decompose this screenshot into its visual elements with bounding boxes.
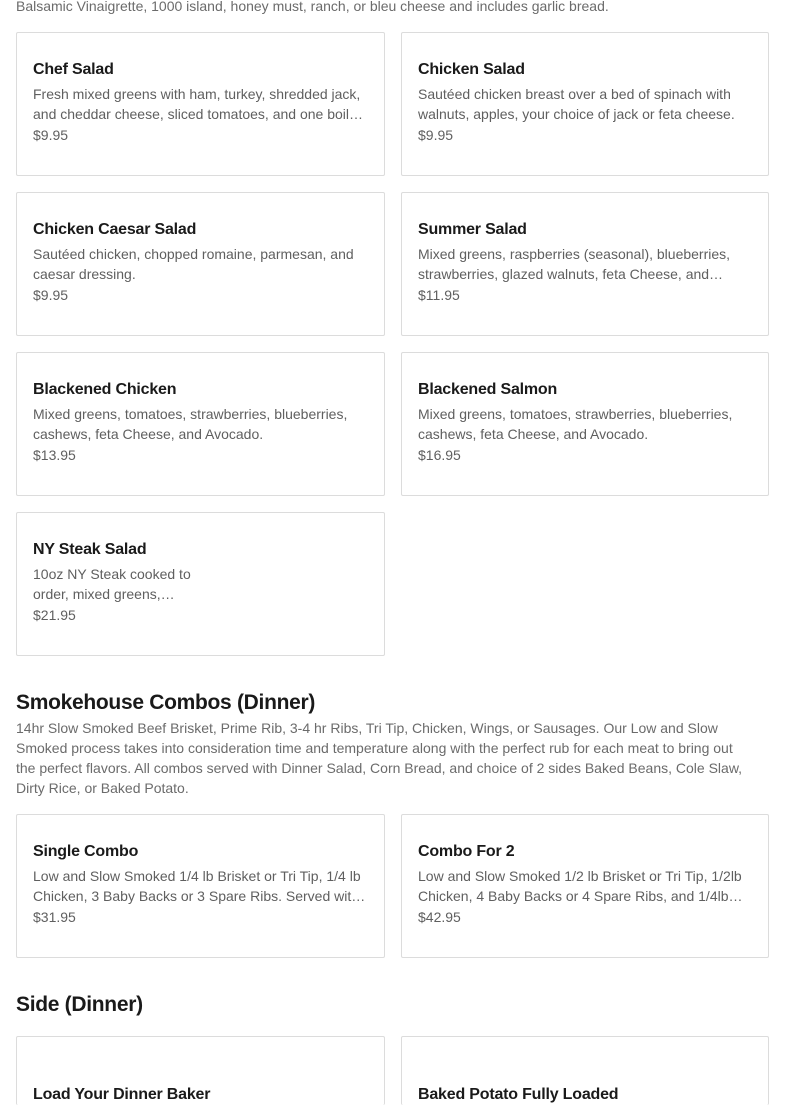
item-name: Chicken Salad	[418, 61, 525, 78]
item-description: Low and Slow Smoked 1/2 lb Brisket or Tri Tip, 1/2lb Chicken, 4 Baby Backs or 4 Spare Ribs, and 1/4lb	[418, 868, 742, 904]
item-name: Baked Potato Fully Loaded	[418, 1086, 619, 1103]
menu-item-card[interactable]	[16, 32, 385, 176]
item-description: Sautéed chicken, chopped romaine, parmesan, and caesar dressing.	[33, 246, 354, 282]
item-description: Mixed greens, tomatoes, strawberries, blueberries, cashews, feta Cheese, and Avocado.	[33, 406, 348, 442]
item-description: Low and Slow Smoked 1/4 lb Brisket or Tri Tip, 1/4 lb Chicken, 3 Baby Backs or 3 Spare Ribs. Served with	[33, 868, 361, 904]
menu-item-card[interactable]	[16, 192, 385, 336]
salads-intro-text: Balsamic Vinaigrette, 1000 island, honey must, ranch, or bleu cheese and includes garlic bread.	[16, 0, 609, 14]
item-name: Blackened Chicken	[33, 381, 177, 398]
item-price: $13.95	[33, 447, 76, 463]
item-description: Mixed greens, raspberries (seasonal), blueberries, strawberries, glazed walnuts, feta Cheese, and	[418, 246, 731, 282]
item-price: $21.95	[33, 607, 76, 623]
item-name: Load Your Dinner Baker	[33, 1086, 211, 1103]
section-description-combos: 14hr Slow Smoked Beef Brisket, Prime Rib, 3-4 hr Ribs, Tri Tip, Chicken, Wings, or Sausages. Our Low and Slow Smoked process takes into consideration time and temperature along with the perfect rub for each meat to bring out the perfect flavors. All combos served with Dinner Salad, Corn Bread, and choice of 2 sides Baked Beans, Cole Slaw, Dirty Rice, or Baked Potato.	[16, 720, 743, 796]
item-name: Single Combo	[33, 843, 139, 860]
menu-item-card[interactable]	[401, 1036, 769, 1105]
item-name: Summer Salad	[418, 221, 527, 238]
item-description: Sautéed chicken breast over a bed of spinach with walnuts, apples, your choice of jack or feta cheese.	[418, 86, 735, 122]
menu-item-card[interactable]	[16, 1036, 385, 1105]
menu-item-card[interactable]	[401, 352, 769, 496]
item-name: Chicken Caesar Salad	[33, 221, 197, 238]
section-title-sides: Side (Dinner)	[16, 993, 143, 1016]
item-description: Mixed greens, tomatoes, strawberries, blueberries, cashews, feta Cheese, and Avocado.	[418, 406, 733, 442]
menu-item-card[interactable]	[16, 352, 385, 496]
item-name: Combo For 2	[418, 843, 515, 860]
item-name: NY Steak Salad	[33, 541, 147, 558]
item-price: $16.95	[418, 447, 461, 463]
menu-item-card[interactable]	[16, 814, 385, 958]
item-description: Fresh mixed greens with ham, turkey, shredded jack, and cheddar cheese, sliced tomatoes, and one boiled	[33, 86, 365, 122]
menu-item-card[interactable]	[401, 192, 769, 336]
item-price: $11.95	[418, 287, 460, 303]
item-price: $9.95	[418, 127, 454, 143]
section-title-combos: Smokehouse Combos (Dinner)	[16, 691, 316, 714]
item-price: $31.95	[33, 909, 76, 925]
item-price: $42.95	[418, 909, 461, 925]
menu-item-card[interactable]	[401, 814, 769, 958]
item-price: $9.95	[33, 127, 69, 143]
menu-item-card[interactable]	[16, 512, 385, 656]
item-name: Chef Salad	[33, 61, 114, 78]
item-name: Blackened Salmon	[418, 381, 558, 398]
menu-item-card[interactable]	[401, 32, 769, 176]
item-description: 10oz NY Steak cooked to order, mixed greens,	[33, 566, 191, 602]
item-price: $9.95	[33, 287, 69, 303]
